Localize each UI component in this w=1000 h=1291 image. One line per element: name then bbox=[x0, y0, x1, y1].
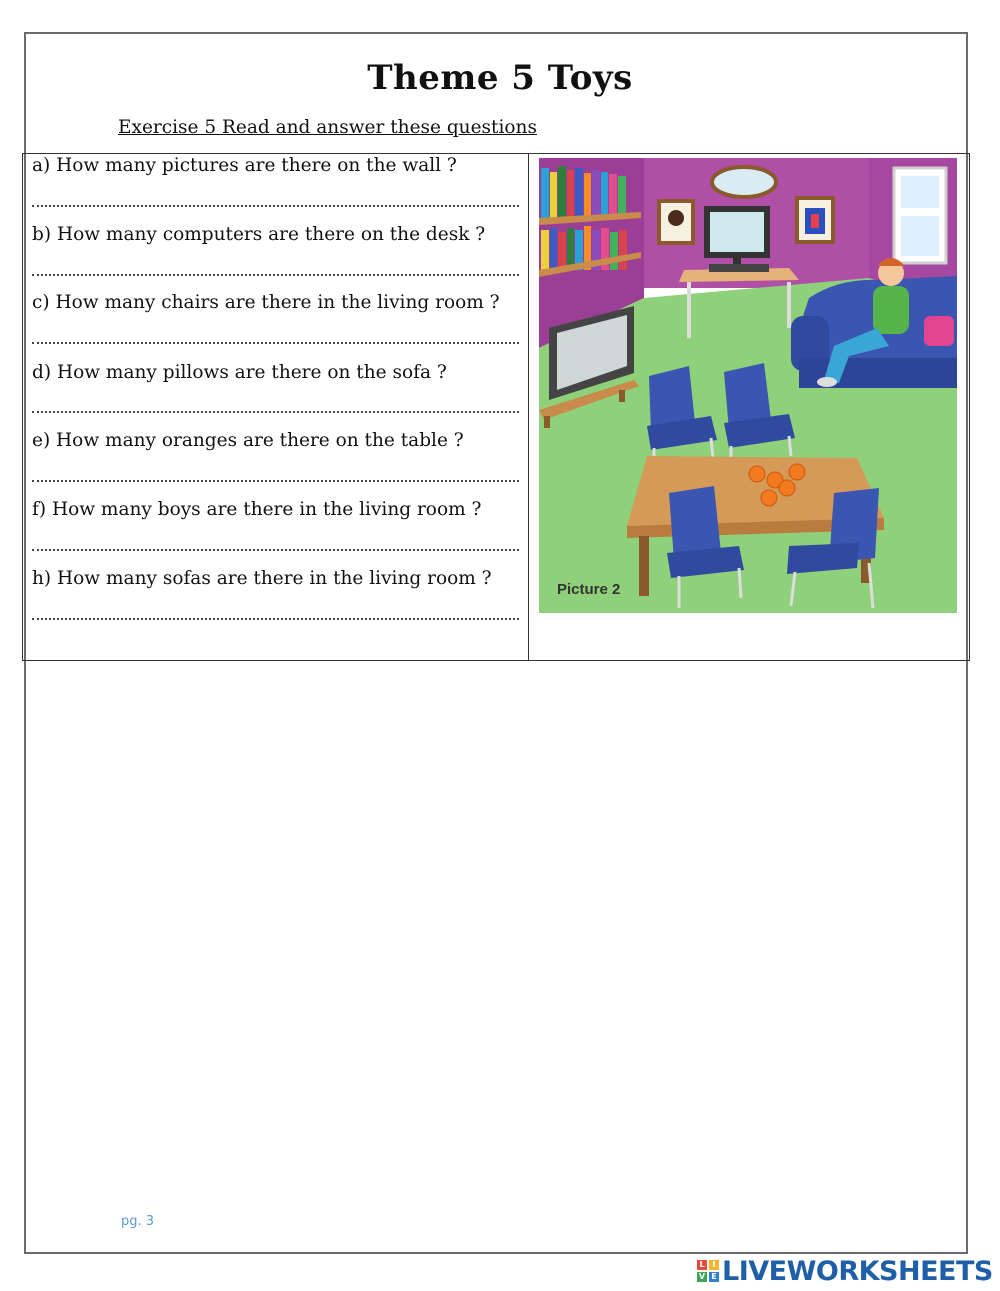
answer-line bbox=[32, 549, 519, 551]
picture-label: Picture 2 bbox=[557, 581, 621, 598]
exercise-instructions: Exercise 5 Read and answer these questions bbox=[118, 117, 537, 138]
answer-line bbox=[32, 480, 519, 482]
oval-mirror bbox=[712, 167, 776, 197]
liveworksheets-logo bbox=[697, 1255, 993, 1287]
question-b: b) How many computers are there on the desk ? bbox=[32, 224, 486, 245]
page-title: Theme 5 Toys bbox=[367, 58, 633, 98]
answer-line bbox=[32, 618, 519, 620]
answer-f-input[interactable] bbox=[32, 527, 523, 551]
answer-h-input[interactable] bbox=[32, 596, 523, 620]
answer-line bbox=[32, 274, 519, 276]
living-room-picture bbox=[539, 158, 957, 613]
answer-line bbox=[32, 205, 519, 207]
answer-a-input[interactable] bbox=[32, 183, 523, 207]
answer-d-input[interactable] bbox=[32, 389, 523, 413]
question-h: h) How many sofas are there in the living room ? bbox=[32, 568, 492, 589]
question-d: d) How many pillows are there on the sofa ? bbox=[32, 362, 447, 383]
answer-c-input[interactable] bbox=[32, 320, 523, 344]
answer-line bbox=[32, 411, 519, 413]
column-divider bbox=[528, 153, 529, 661]
brand-text: LIVEWORKSHEETS bbox=[722, 1255, 993, 1287]
answer-e-input[interactable] bbox=[32, 458, 523, 482]
question-f: f) How many boys are there in the living room ? bbox=[32, 499, 482, 520]
question-e: e) How many oranges are there on the table ? bbox=[32, 430, 464, 451]
page-number: pg. 3 bbox=[121, 1214, 155, 1229]
logo-icon: L I V E bbox=[697, 1260, 719, 1282]
answer-b-input[interactable] bbox=[32, 252, 523, 276]
question-c: c) How many chairs are there in the living room ? bbox=[32, 292, 500, 313]
pillow bbox=[924, 316, 954, 346]
answer-line bbox=[32, 342, 519, 344]
question-a: a) How many pictures are there on the wall ? bbox=[32, 155, 457, 176]
